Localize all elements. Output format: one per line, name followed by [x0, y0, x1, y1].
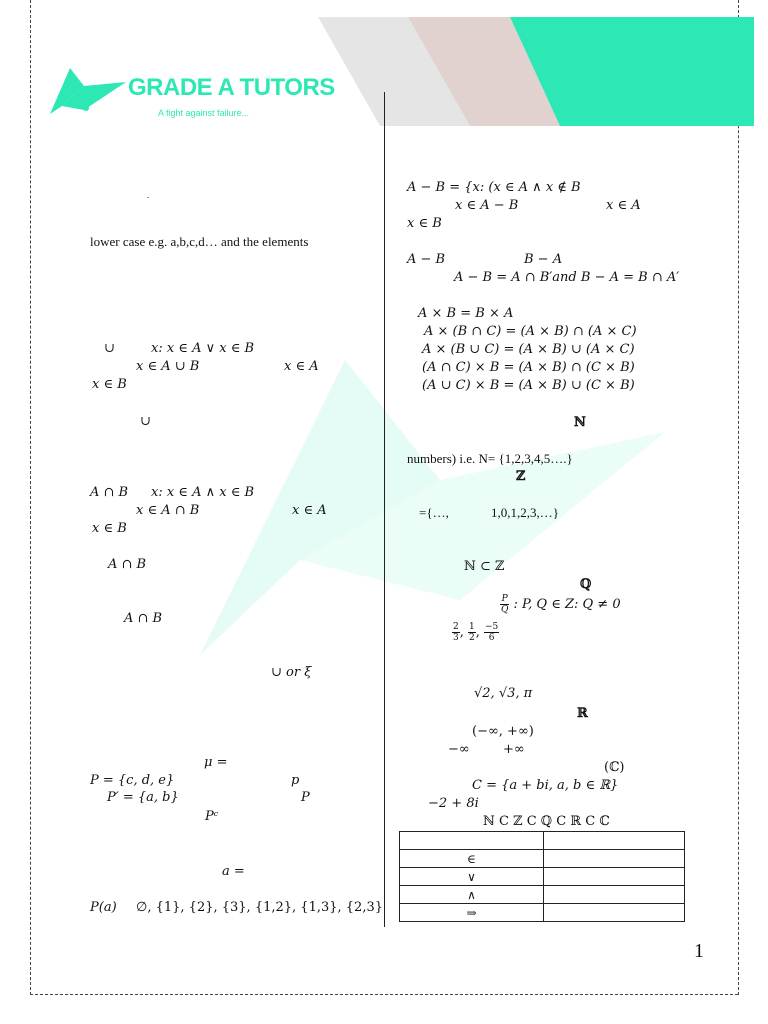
fraction-two-thirds: $\frac{2}{3}$: [453, 622, 459, 643]
a-minus-b: A − B: [407, 252, 446, 267]
difference-x-in-b: x ∈ B: [407, 216, 442, 231]
p-big: P: [301, 790, 310, 805]
rational-fraction: $\frac{P}{Q}$: [501, 594, 509, 615]
union-member: x ∈ A ∪ B: [136, 359, 200, 374]
complex-symbol: (ℂ): [604, 760, 625, 775]
union-symbol-b: ∪: [140, 414, 151, 429]
cartesian-5: (A ∪ C) × B = (A × B) ∪ (C × B): [422, 378, 635, 393]
table-cell: [400, 832, 544, 850]
difference-member: x ∈ A − B: [455, 198, 519, 213]
cartesian-4: (A ∩ C) × B = (A × B) ∩ (C × B): [422, 360, 635, 375]
complex-def: C = {a + bi, a, b ∈ ℝ}: [472, 778, 619, 793]
table-cell: ⇒: [400, 904, 544, 922]
real-interval: (−∞, +∞): [472, 724, 534, 739]
table-cell: ∨: [400, 868, 544, 886]
left-line-lowercase: lower case e.g. a,b,c,d… and the elements: [90, 234, 309, 249]
integer-set-b: 1,0,1,2,3,…}: [491, 505, 559, 520]
intersection-def: x: x ∈ A ∧ x ∈ B: [151, 485, 255, 500]
intersection-x-in-a: x ∈ A: [292, 503, 327, 518]
pos-infinity: +∞: [503, 742, 525, 757]
logo-tagline: A fight against failure...: [158, 108, 250, 118]
table-row: [400, 904, 685, 922]
table-cell: [544, 886, 685, 904]
table-row: [400, 832, 685, 850]
intersection-member: x ∈ A ∩ B: [136, 503, 200, 518]
column-divider: [384, 92, 385, 927]
fraction-neg-five-sixths: $\frac{-5}{6}$: [485, 622, 499, 643]
neg-infinity: −∞: [448, 742, 470, 757]
rational-symbol: ℚ: [580, 577, 592, 592]
logo-mark-icon: [48, 66, 128, 116]
number-set-chain: ℕ C ℤ C ℚ C ℝ C ℂ: [483, 814, 610, 829]
intersection-label-3: A ∩ B: [124, 611, 163, 626]
subset-relation: ℕ ⊂ ℤ: [464, 559, 505, 574]
union-x-in-a: x ∈ A: [284, 359, 319, 374]
integer-set-a: ={…,: [419, 505, 449, 520]
page-number: 1: [694, 940, 704, 962]
b-minus-a: B − A: [524, 252, 563, 267]
fraction-one-half: $\frac{1}{2}$: [469, 622, 475, 643]
difference-identity: A − B = A ∩ B′and B − A = B ∩ A′: [454, 270, 680, 285]
rational-examples: $\frac{2}{3}$ , $\frac{1}{2}$ , $\frac{-5}{6}$: [453, 622, 499, 643]
irrational-examples: √2, √3, π: [474, 686, 533, 701]
p-complement: Pᶜ: [205, 809, 219, 824]
set-p: P = {c, d, e}: [90, 773, 175, 788]
p-small: p: [291, 773, 300, 788]
difference-def: A − B = {x: (x ∈ A ∧ x ∉ B: [407, 180, 581, 195]
table-cell: ∧: [400, 886, 544, 904]
difference-x-in-a: x ∈ A: [606, 198, 641, 213]
table-cell: [544, 850, 685, 868]
rational-def: [500, 594, 621, 615]
table-row: [400, 886, 685, 904]
rational-condition: : P, Q ∈ Z: Q ≠ 0: [513, 597, 621, 612]
cartesian-1: A × B = B × A: [418, 306, 514, 321]
symbol-table: [399, 831, 685, 922]
logo-title: GRADE A TUTORS: [128, 74, 335, 101]
intersection-label-2: A ∩ B: [108, 557, 147, 572]
intersection-x-in-b: x ∈ B: [92, 521, 127, 536]
table-cell: [544, 868, 685, 886]
complex-example: −2 + 8i: [428, 796, 479, 811]
real-symbol: ℝ: [577, 706, 588, 721]
table-cell: [544, 832, 685, 850]
union-symbol-a: ∪: [104, 341, 115, 356]
a-eq: a =: [222, 864, 245, 879]
integer-symbol: ℤ: [516, 469, 526, 484]
natural-numbers-line: numbers) i.e. N= {1,2,3,4,5….}: [407, 451, 573, 466]
table-cell: ∈: [400, 850, 544, 868]
cartesian-2: A × (B ∩ C) = (A × B) ∩ (A × C): [424, 324, 637, 339]
table-row: [400, 850, 685, 868]
left-dot: .: [147, 190, 150, 200]
universal-set-symbol: ∪ or ξ: [271, 665, 312, 680]
intersection-label: A ∩ B: [90, 485, 129, 500]
powerset-elements: ∅, {1}, {2}, {3}, {1,2}, {1,3}, {2,3}: [136, 900, 383, 915]
union-x-in-b: x ∈ B: [92, 377, 127, 392]
mu-eq: μ =: [204, 755, 228, 770]
cartesian-3: A × (B ∪ C) = (A × B) ∪ (A × C): [422, 342, 635, 357]
union-def: x: x ∈ A ∨ x ∈ B: [151, 341, 255, 356]
natural-symbol: ℕ: [574, 415, 586, 430]
table-row: [400, 868, 685, 886]
powerset-label: P(a): [90, 900, 117, 915]
set-p-prime: P′ = {a, b}: [107, 790, 179, 805]
table-cell: [544, 904, 685, 922]
